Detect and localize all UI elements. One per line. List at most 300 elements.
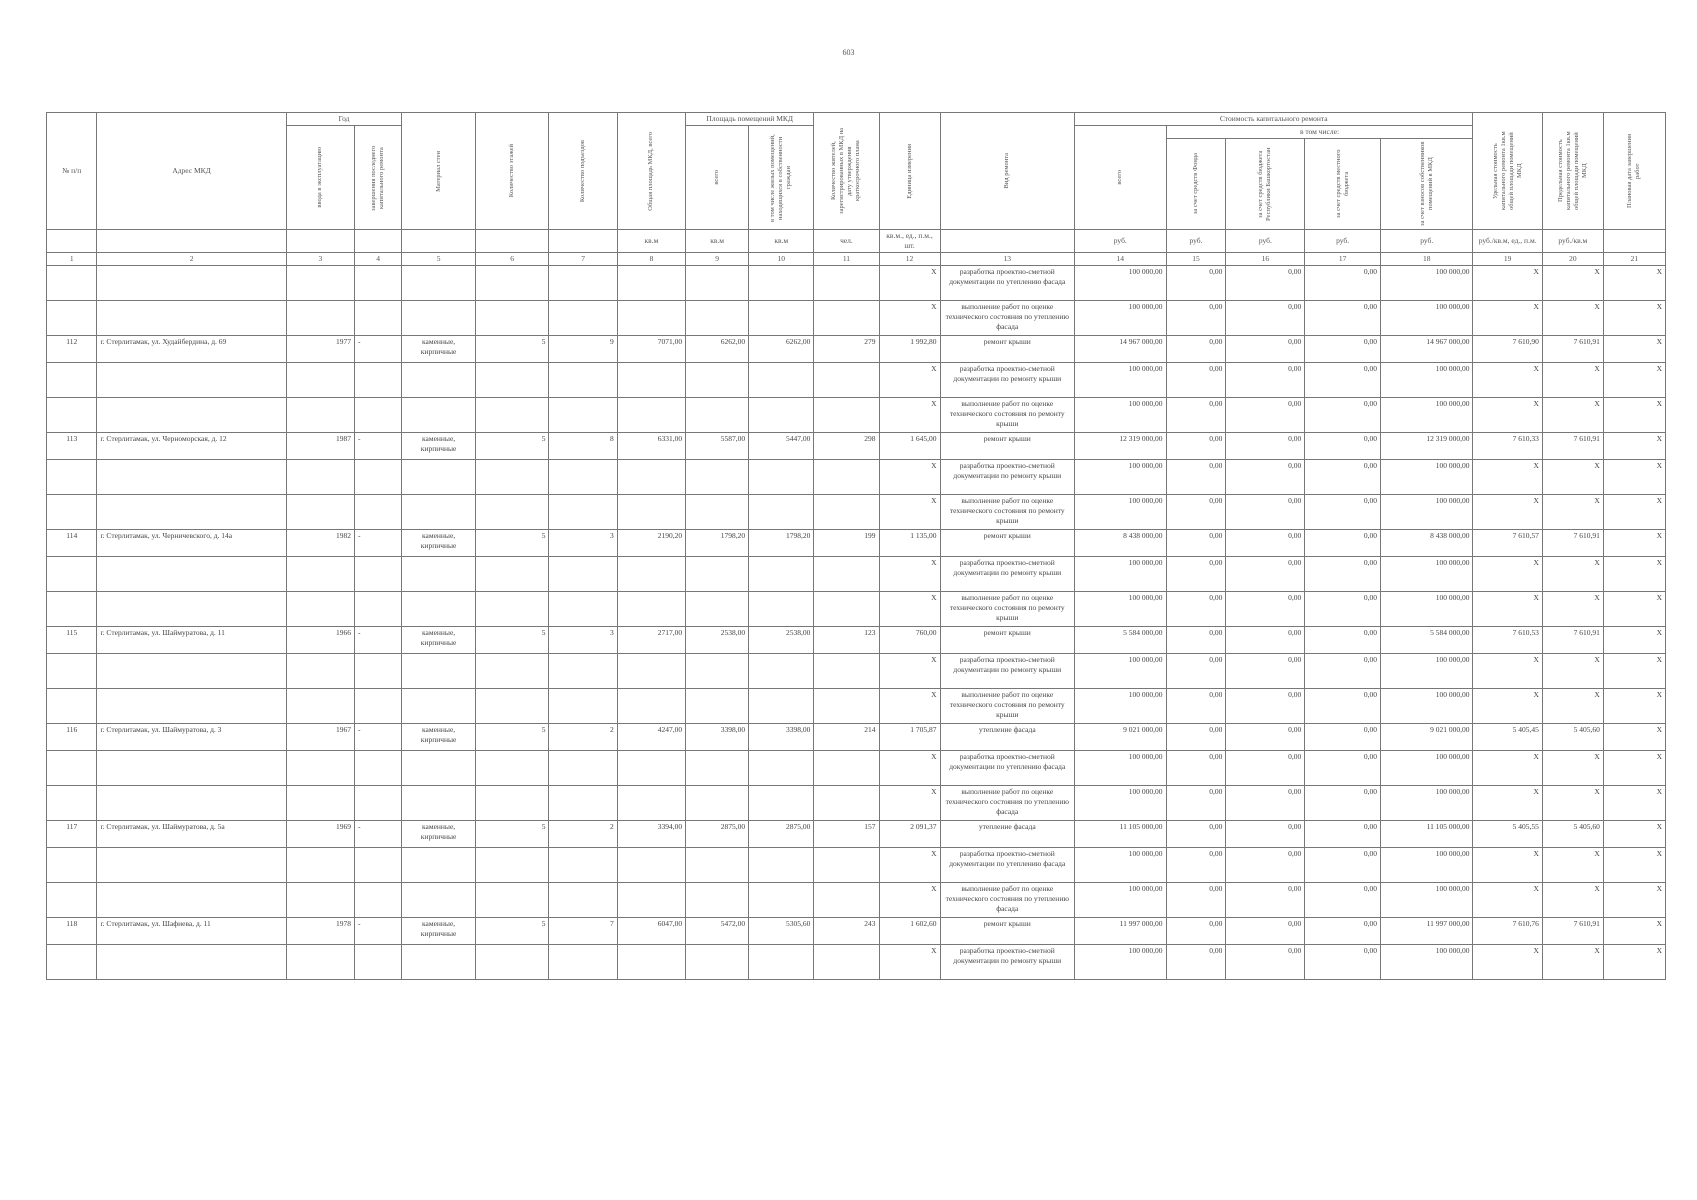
table-cell: 0,00 — [1305, 557, 1381, 592]
table-cell: 7 — [549, 918, 617, 945]
table-cell — [475, 751, 549, 786]
table-cell — [355, 689, 402, 724]
table-cell: 115 — [47, 627, 97, 654]
table-cell: 5 405,60 — [1542, 821, 1603, 848]
table-cell — [402, 460, 476, 495]
table-cell: 0,00 — [1166, 751, 1226, 786]
table-cell — [617, 495, 685, 530]
table-cell — [286, 883, 354, 918]
column-number: 9 — [686, 253, 749, 266]
table-cell — [475, 460, 549, 495]
table-cell — [402, 945, 476, 980]
table-cell — [814, 751, 879, 786]
table-cell: выполнение работ по оценке технического состояния по ремонту крыши — [940, 495, 1075, 530]
table-cell: X — [879, 786, 940, 821]
column-number: 14 — [1075, 253, 1166, 266]
table-cell: X — [1603, 301, 1665, 336]
header-work-type-label: Вид ремонта — [1003, 153, 1011, 189]
table-cell — [475, 848, 549, 883]
column-number: 19 — [1473, 253, 1542, 266]
table-cell: X — [1603, 786, 1665, 821]
table-cell — [617, 689, 685, 724]
column-number: 21 — [1603, 253, 1665, 266]
table-cell — [549, 786, 617, 821]
table-cell — [686, 301, 749, 336]
table-cell: 0,00 — [1166, 495, 1226, 530]
table-cell: 760,00 — [879, 627, 940, 654]
table-cell: 0,00 — [1166, 654, 1226, 689]
table-cell: 7 610,91 — [1542, 433, 1603, 460]
table-cell — [402, 592, 476, 627]
table-cell: X — [1542, 848, 1603, 883]
table-cell: 5447,00 — [749, 433, 814, 460]
header-cost-local-label: за счет средств местного бюджета — [1334, 149, 1350, 219]
unit-cell — [940, 230, 1075, 253]
table-cell: 0,00 — [1166, 689, 1226, 724]
header-entrances-label: Количество подъездов — [579, 139, 587, 203]
table-cell — [97, 883, 286, 918]
table-cell — [97, 848, 286, 883]
table-cell: X — [1542, 786, 1603, 821]
table-row-building — [47, 821, 1666, 848]
table-cell: X — [1603, 883, 1665, 918]
table-cell: X — [1473, 398, 1542, 433]
table-cell: ремонт крыши — [940, 433, 1075, 460]
table-cell: 9 021 000,00 — [1380, 724, 1473, 751]
table-cell: 0,00 — [1305, 433, 1381, 460]
table-cell: 7 610,53 — [1473, 627, 1542, 654]
table-cell: 7 610,91 — [1542, 918, 1603, 945]
table-cell: 0,00 — [1305, 689, 1381, 724]
table-cell — [814, 654, 879, 689]
table-cell: X — [1603, 336, 1665, 363]
table-cell — [475, 945, 549, 980]
table-cell: 0,00 — [1305, 592, 1381, 627]
table-cell: - — [355, 821, 402, 848]
table-cell — [814, 301, 879, 336]
table-cell: X — [1473, 883, 1542, 918]
table-cell: 0,00 — [1166, 530, 1226, 557]
table-cell: X — [1473, 848, 1542, 883]
table-row-subwork — [47, 751, 1666, 786]
column-number: 6 — [475, 253, 549, 266]
table-cell — [814, 460, 879, 495]
header-limit-cost — [1542, 113, 1603, 230]
table-cell — [47, 654, 97, 689]
table-cell: г. Стерлитамак, ул. Шаймуратова, д. 3 — [97, 724, 286, 751]
table-cell — [549, 266, 617, 301]
table-cell: 0,00 — [1305, 495, 1381, 530]
table-cell — [47, 301, 97, 336]
table-cell: X — [879, 398, 940, 433]
table-cell — [47, 751, 97, 786]
header-residents — [814, 113, 879, 230]
table-cell: 0,00 — [1226, 433, 1305, 460]
table-cell: 6262,00 — [749, 336, 814, 363]
table-cell: 8 438 000,00 — [1380, 530, 1473, 557]
table-cell: 1 992,80 — [879, 336, 940, 363]
table-cell: 100 000,00 — [1380, 460, 1473, 495]
table-cell — [47, 460, 97, 495]
table-cell: 100 000,00 — [1075, 786, 1166, 821]
table-cell: 0,00 — [1166, 266, 1226, 301]
table-cell — [749, 592, 814, 627]
table-cell: 7 610,57 — [1473, 530, 1542, 557]
table-cell — [549, 398, 617, 433]
table-cell: 2190,20 — [617, 530, 685, 557]
table-cell: 100 000,00 — [1380, 883, 1473, 918]
header-cost-local — [1305, 139, 1381, 230]
unit-prem-total: кв.м — [686, 230, 749, 253]
table-cell: X — [1542, 398, 1603, 433]
table-cell — [617, 301, 685, 336]
table-cell: разработка проектно-сметной документации по ремонту крыши — [940, 654, 1075, 689]
unit-cost-local: руб. — [1305, 230, 1381, 253]
header-unit-cost-label: Удельная стоимость капитального ремонта 1кв.м общей площади помещений МКД — [1491, 131, 1523, 211]
table-cell — [617, 654, 685, 689]
table-cell — [617, 398, 685, 433]
table-cell — [286, 266, 354, 301]
table-cell — [286, 398, 354, 433]
table-cell: X — [1542, 460, 1603, 495]
table-cell: 0,00 — [1166, 724, 1226, 751]
table-cell — [97, 557, 286, 592]
table-cell — [475, 883, 549, 918]
table-cell: разработка проектно-сметной документации по ремонту крыши — [940, 945, 1075, 980]
table-cell: 3398,00 — [686, 724, 749, 751]
column-number: 17 — [1305, 253, 1381, 266]
table-cell: X — [1542, 689, 1603, 724]
table-cell: 14 967 000,00 — [1075, 336, 1166, 363]
table-cell — [814, 495, 879, 530]
table-cell — [475, 398, 549, 433]
table-cell: 0,00 — [1305, 266, 1381, 301]
table-cell: разработка проектно-сметной документации по ремонту крыши — [940, 363, 1075, 398]
table-cell: 7 610,91 — [1542, 530, 1603, 557]
header-wall-label: Материал стен — [434, 150, 442, 192]
table-cell: 0,00 — [1305, 751, 1381, 786]
table-cell — [402, 398, 476, 433]
table-cell: 100 000,00 — [1075, 883, 1166, 918]
table-cell: 7 610,76 — [1473, 918, 1542, 945]
unit-cost-total: руб. — [1075, 230, 1166, 253]
table-cell: выполнение работ по оценке технического состояния по ремонту крыши — [940, 592, 1075, 627]
table-cell: 11 997 000,00 — [1075, 918, 1166, 945]
table-cell: 7 610,91 — [1542, 627, 1603, 654]
table-cell: 100 000,00 — [1380, 398, 1473, 433]
table-cell — [475, 786, 549, 821]
table-cell: 100 000,00 — [1075, 751, 1166, 786]
table-cell: 298 — [814, 433, 879, 460]
table-cell — [617, 592, 685, 627]
table-cell: - — [355, 433, 402, 460]
table-cell: 0,00 — [1226, 945, 1305, 980]
column-number: 5 — [402, 253, 476, 266]
table-cell: 0,00 — [1166, 433, 1226, 460]
table-cell — [475, 557, 549, 592]
unit-total-area: кв.м — [617, 230, 685, 253]
table-cell: X — [1603, 918, 1665, 945]
header-cost-rb — [1226, 139, 1305, 230]
table-row-subwork — [47, 460, 1666, 495]
table-row-subwork — [47, 689, 1666, 724]
table-cell: 2 091,37 — [879, 821, 940, 848]
table-cell: X — [879, 945, 940, 980]
table-row-subwork — [47, 301, 1666, 336]
column-number: 15 — [1166, 253, 1226, 266]
table-cell: 2875,00 — [686, 821, 749, 848]
table-cell: разработка проектно-сметной документации по ремонту крыши — [940, 557, 1075, 592]
table-cell: 0,00 — [1226, 557, 1305, 592]
table-cell: 0,00 — [1166, 821, 1226, 848]
table-cell — [355, 751, 402, 786]
table-cell: 112 — [47, 336, 97, 363]
unit-cell — [355, 230, 402, 253]
table-row-subwork — [47, 848, 1666, 883]
table-cell: 11 105 000,00 — [1380, 821, 1473, 848]
table-cell — [549, 848, 617, 883]
header-unit-measure — [879, 113, 940, 230]
repair-plan-table — [46, 112, 1666, 980]
header-cost-rb-label: за счет средств бюджета Республики Башкортостан — [1257, 147, 1273, 221]
table-cell: ремонт крыши — [940, 627, 1075, 654]
table-cell: 0,00 — [1305, 918, 1381, 945]
table-cell: 100 000,00 — [1380, 592, 1473, 627]
table-cell — [749, 654, 814, 689]
table-cell — [47, 786, 97, 821]
table-header — [47, 113, 1666, 266]
table-cell: 12 319 000,00 — [1075, 433, 1166, 460]
header-floors-label: Количество этажей — [508, 144, 516, 198]
table-cell — [749, 398, 814, 433]
header-limit-cost-label: Предельная стоимость капитального ремонта 1кв.м общей площади помещений МКД — [1556, 131, 1588, 211]
unit-cost-owners: руб. — [1380, 230, 1473, 253]
table-cell: 0,00 — [1166, 301, 1226, 336]
table-row-building — [47, 433, 1666, 460]
table-cell: 0,00 — [1305, 363, 1381, 398]
table-cell: 0,00 — [1166, 918, 1226, 945]
table-cell: 100 000,00 — [1075, 848, 1166, 883]
table-cell: 0,00 — [1226, 724, 1305, 751]
table-cell: X — [1473, 363, 1542, 398]
table-cell — [355, 592, 402, 627]
table-cell: X — [1603, 433, 1665, 460]
table-cell: X — [879, 266, 940, 301]
table-cell: 0,00 — [1166, 848, 1226, 883]
table-cell — [617, 848, 685, 883]
table-cell: X — [879, 654, 940, 689]
table-cell — [286, 557, 354, 592]
table-cell — [549, 592, 617, 627]
table-cell: X — [1603, 724, 1665, 751]
table-cell: ремонт крыши — [940, 530, 1075, 557]
unit-cell — [1603, 230, 1665, 253]
table-cell — [97, 301, 286, 336]
table-cell — [749, 460, 814, 495]
table-cell — [617, 883, 685, 918]
table-cell: X — [1473, 301, 1542, 336]
table-cell: утепление фасада — [940, 724, 1075, 751]
unit-cell — [549, 230, 617, 253]
table-cell — [814, 557, 879, 592]
table-cell: г. Стерлитамак, ул. Черноморская, д. 12 — [97, 433, 286, 460]
table-cell: 0,00 — [1226, 592, 1305, 627]
table-cell: 279 — [814, 336, 879, 363]
table-cell: X — [879, 495, 940, 530]
table-cell: 0,00 — [1305, 301, 1381, 336]
table-cell — [47, 266, 97, 301]
table-cell: 5 584 000,00 — [1075, 627, 1166, 654]
table-cell — [47, 592, 97, 627]
table-cell: 100 000,00 — [1075, 301, 1166, 336]
table-cell — [286, 592, 354, 627]
table-cell: X — [1473, 266, 1542, 301]
table-cell: X — [1473, 751, 1542, 786]
header-unit-measure-label: Единица измерения — [905, 143, 913, 199]
table-cell — [286, 654, 354, 689]
table-cell — [402, 557, 476, 592]
table-cell: X — [1603, 654, 1665, 689]
column-number: 18 — [1380, 253, 1473, 266]
table-cell: 6047,00 — [617, 918, 685, 945]
column-number: 16 — [1226, 253, 1305, 266]
table-cell — [355, 654, 402, 689]
column-number: 12 — [879, 253, 940, 266]
table-cell: 100 000,00 — [1380, 363, 1473, 398]
header-year-repair-label: завершения последнего капитального ремонта — [370, 144, 386, 211]
table-cell — [402, 495, 476, 530]
table-cell — [355, 301, 402, 336]
table-cell: 8 438 000,00 — [1075, 530, 1166, 557]
table-cell — [97, 460, 286, 495]
table-cell: 1 602,60 — [879, 918, 940, 945]
table-cell: каменные, кирпичные — [402, 918, 476, 945]
table-cell: 100 000,00 — [1075, 398, 1166, 433]
table-cell: разработка проектно-сметной документации по утеплению фасада — [940, 266, 1075, 301]
table-cell — [749, 301, 814, 336]
table-cell: 100 000,00 — [1380, 689, 1473, 724]
table-cell: 0,00 — [1226, 627, 1305, 654]
table-cell: X — [1473, 557, 1542, 592]
table-cell: X — [1603, 460, 1665, 495]
table-cell: X — [1542, 751, 1603, 786]
table-cell — [355, 786, 402, 821]
table-cell — [549, 301, 617, 336]
table-cell: 0,00 — [1305, 460, 1381, 495]
table-cell: 5 — [475, 627, 549, 654]
table-row-subwork — [47, 945, 1666, 980]
table-cell — [686, 266, 749, 301]
table-cell — [286, 848, 354, 883]
header-year-repair — [355, 126, 402, 230]
column-number: 2 — [97, 253, 286, 266]
table-cell: разработка проектно-сметной документации по утеплению фасада — [940, 848, 1075, 883]
table-cell: X — [1542, 363, 1603, 398]
table-cell: X — [1542, 557, 1603, 592]
table-cell: каменные, кирпичные — [402, 433, 476, 460]
table-cell: 0,00 — [1305, 530, 1381, 557]
header-work-type — [940, 113, 1075, 230]
unit-cost-rb: руб. — [1226, 230, 1305, 253]
table-cell: X — [1542, 301, 1603, 336]
table-cell — [475, 495, 549, 530]
unit-cell — [97, 230, 286, 253]
table-cell — [97, 689, 286, 724]
table-cell: - — [355, 627, 402, 654]
table-row-subwork — [47, 266, 1666, 301]
table-cell: X — [1473, 654, 1542, 689]
table-cell: 0,00 — [1305, 821, 1381, 848]
unit-residents: чел. — [814, 230, 879, 253]
header-total-area — [617, 113, 685, 230]
table-cell — [47, 689, 97, 724]
header-premises-group: Площадь помещений МКД — [686, 113, 814, 126]
column-number: 10 — [749, 253, 814, 266]
table-cell: 5 — [475, 336, 549, 363]
table-cell — [549, 751, 617, 786]
table-cell — [355, 460, 402, 495]
table-cell — [475, 689, 549, 724]
table-cell — [97, 654, 286, 689]
header-wall — [402, 113, 476, 230]
table-cell: 0,00 — [1226, 266, 1305, 301]
table-cell — [286, 786, 354, 821]
table-row-subwork — [47, 883, 1666, 918]
table-cell: 1966 — [286, 627, 354, 654]
table-cell — [475, 654, 549, 689]
table-cell: 100 000,00 — [1380, 301, 1473, 336]
table-cell: 1969 — [286, 821, 354, 848]
table-cell: 116 — [47, 724, 97, 751]
unit-cost-fund: руб. — [1166, 230, 1226, 253]
table-cell — [686, 363, 749, 398]
header-no: № п/п — [47, 113, 97, 230]
table-cell: 11 105 000,00 — [1075, 821, 1166, 848]
table-cell: утепление фасада — [940, 821, 1075, 848]
table-cell — [475, 266, 549, 301]
table-cell: X — [1603, 945, 1665, 980]
table-cell: 100 000,00 — [1075, 460, 1166, 495]
table-cell — [97, 786, 286, 821]
table-cell — [617, 266, 685, 301]
table-cell: 1798,20 — [749, 530, 814, 557]
table-cell — [402, 363, 476, 398]
table-cell — [286, 495, 354, 530]
table-cell: 2 — [549, 821, 617, 848]
table-cell — [617, 786, 685, 821]
header-cost-group: Стоимость капитального ремонта — [1075, 113, 1473, 126]
table-cell — [617, 557, 685, 592]
table-cell: X — [1603, 751, 1665, 786]
table-cell — [355, 266, 402, 301]
column-numbers-row — [47, 253, 1666, 266]
table-cell: выполнение работ по оценке технического состояния по ремонту крыши — [940, 398, 1075, 433]
table-cell: X — [1603, 821, 1665, 848]
unit-cell — [286, 230, 354, 253]
table-cell: 100 000,00 — [1075, 592, 1166, 627]
table-cell — [686, 883, 749, 918]
table-cell — [686, 786, 749, 821]
unit-unit-cost: руб./кв.м, ед., п.м. — [1473, 230, 1542, 253]
column-number: 13 — [940, 253, 1075, 266]
table-cell: 0,00 — [1226, 336, 1305, 363]
table-cell — [549, 654, 617, 689]
table-cell: X — [1542, 495, 1603, 530]
table-cell: каменные, кирпичные — [402, 336, 476, 363]
table-cell — [814, 883, 879, 918]
table-cell — [814, 848, 879, 883]
table-cell: 0,00 — [1305, 654, 1381, 689]
